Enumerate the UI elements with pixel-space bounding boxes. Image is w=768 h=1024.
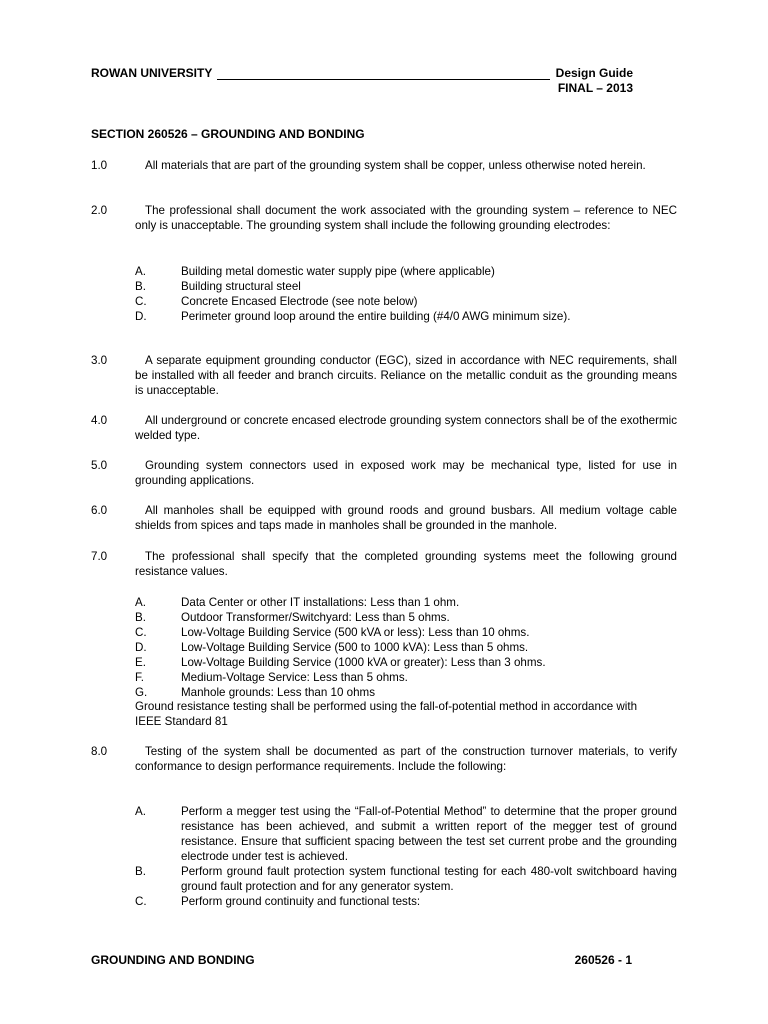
paragraph-number: 4.0 <box>91 414 108 427</box>
list-item: B. Outdoor Transformer/Switchyard: Less than 5 ohms. <box>135 611 450 624</box>
paragraph-number: 1.0 <box>91 159 108 172</box>
paragraph-number: 6.0 <box>91 504 108 517</box>
paragraph-number: 2.0 <box>91 204 108 217</box>
list-item: E. Low-Voltage Building Service (1000 kVA or greater): Less than 3 ohms. <box>135 656 546 669</box>
electrode-list <box>135 264 677 324</box>
header-rule <box>217 79 550 80</box>
paragraph-text: A separate equipment grounding conductor (EGC), sized in accordance with NEC requirements, shall be installed with all feeder and branch circuits. Reliance on the metallic conduit as the grounding means is unacceptable. <box>135 354 677 397</box>
paragraph-text: All manholes shall be equipped with ground roods and ground busbars. All medium voltage cable shields from spices and taps made in manholes shall be grounded in the manhole. <box>135 504 677 532</box>
list-item: A. Data Center or other IT installations: Less than 1 ohm. <box>135 596 460 609</box>
paragraph-text: All materials that are part of the grounding system shall be copper, unless otherwise noted herein. <box>145 159 646 172</box>
paragraph-text: Grounding system connectors used in exposed work may be mechanical type, listed for use in grounding applications. <box>135 459 677 487</box>
list-item: D. Perimeter ground loop around the entire building (#4/0 AWG minimum size). <box>135 310 571 323</box>
footer-page-number: 260526 - 1 <box>574 953 632 967</box>
list-item: C. Concrete Encased Electrode (see note below) <box>135 295 418 308</box>
list-item: F. Medium-Voltage Service: Less than 5 ohms. <box>135 671 408 684</box>
paragraph-number: 5.0 <box>91 459 108 472</box>
header-design-guide: Design Guide <box>555 66 633 80</box>
testing-note: Ground resistance testing shall be performed using the fall-of-potential method in accordance with IEEE Standard 81 <box>135 700 638 728</box>
paragraph-1 <box>91 158 677 173</box>
list-item: C. Perform ground continuity and functional tests: <box>135 895 421 908</box>
paragraph-4 <box>91 413 677 443</box>
list-item: G. Manhole grounds: Less than 10 ohms <box>135 686 375 699</box>
paragraph-2 <box>91 203 677 233</box>
list-item: B. Building structural steel <box>135 280 301 293</box>
paragraph-number: 3.0 <box>91 354 108 367</box>
resistance-list <box>135 595 677 700</box>
paragraph-number: 7.0 <box>91 550 108 563</box>
header-final-year: FINAL – 2013 <box>557 81 633 95</box>
header-right <box>556 66 633 96</box>
paragraph-text: Testing of the system shall be documented as part of the construction turnover materials, to verify conformance to design performance requirements. Include the following: <box>135 745 677 773</box>
list-item: D. Low-Voltage Building Service (500 to 1000 kVA): Less than 5 ohms. <box>135 641 529 654</box>
paragraph-7 <box>91 549 677 579</box>
test-list <box>135 804 677 909</box>
paragraph-number: 8.0 <box>91 745 108 758</box>
paragraph-5 <box>91 458 677 488</box>
paragraph-text: The professional shall document the work associated with the grounding system – reference to NEC only is unacceptable. The grounding system shall include the following grounding electrodes: <box>135 204 677 232</box>
header-university: ROWAN UNIVERSITY <box>91 66 213 80</box>
list-item: A. Perform a megger test using the “Fall-of-Potential Method” to determine that the proper ground resistance has been achieved, and submit a written report of the megger test of ground resistance. Ensure that sufficient spacing between the test set current probe and the grounding electrode under test is achieved. <box>135 805 677 863</box>
section-title: SECTION 260526 – GROUNDING AND BONDING <box>91 127 365 141</box>
list-item: C. Low-Voltage Building Service (500 kVA or less): Less than 10 ohms. <box>135 626 530 639</box>
paragraph-text: The professional shall specify that the completed grounding systems meet the following ground resistance values. <box>135 550 677 578</box>
footer-section-name: GROUNDING AND BONDING <box>91 953 255 967</box>
paragraph-3 <box>91 353 677 398</box>
paragraph-6 <box>91 503 677 533</box>
list-item: A. Building metal domestic water supply pipe (where applicable) <box>135 265 495 278</box>
paragraph-text: All underground or concrete encased electrode grounding system connectors shall be of the exothermic welded type. <box>135 414 677 442</box>
list-item: B. Perform ground fault protection system functional testing for each 480-volt switchboard having ground fault protection and for any generator system. <box>135 865 677 893</box>
paragraph-8 <box>91 744 677 774</box>
